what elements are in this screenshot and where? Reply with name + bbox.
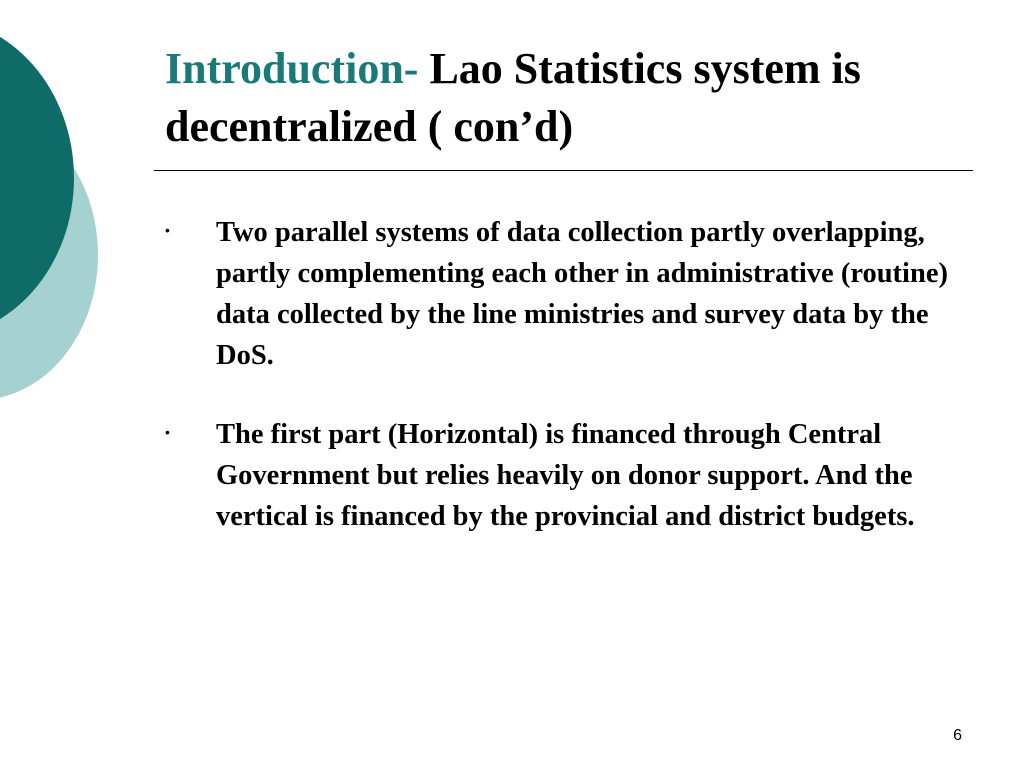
- bullet-text: Two parallel systems of data collection partly overlapping, partly complementing each other in administrative (routine) data collected by the line ministries and survey data by the DoS.: [216, 217, 948, 371]
- bullet-text: The first part (Horizontal) is financed through Central Government but relies heavily on donor support. And the vertical is financed by the provincial and district budgets.: [216, 419, 915, 532]
- slide-title-accent: Introduction-: [165, 44, 419, 93]
- slide-title: [165, 40, 965, 156]
- slide-title-main: Lao Statistics system is decentralized ( con’d): [165, 44, 861, 151]
- page-number: 6: [953, 727, 962, 744]
- bullet-item: [165, 414, 955, 537]
- bullet-dot-icon: •: [165, 424, 170, 440]
- bullet-dot-icon: •: [165, 222, 170, 238]
- bullet-item: [165, 212, 955, 376]
- title-divider: [154, 170, 973, 171]
- bullet-list: [165, 212, 955, 575]
